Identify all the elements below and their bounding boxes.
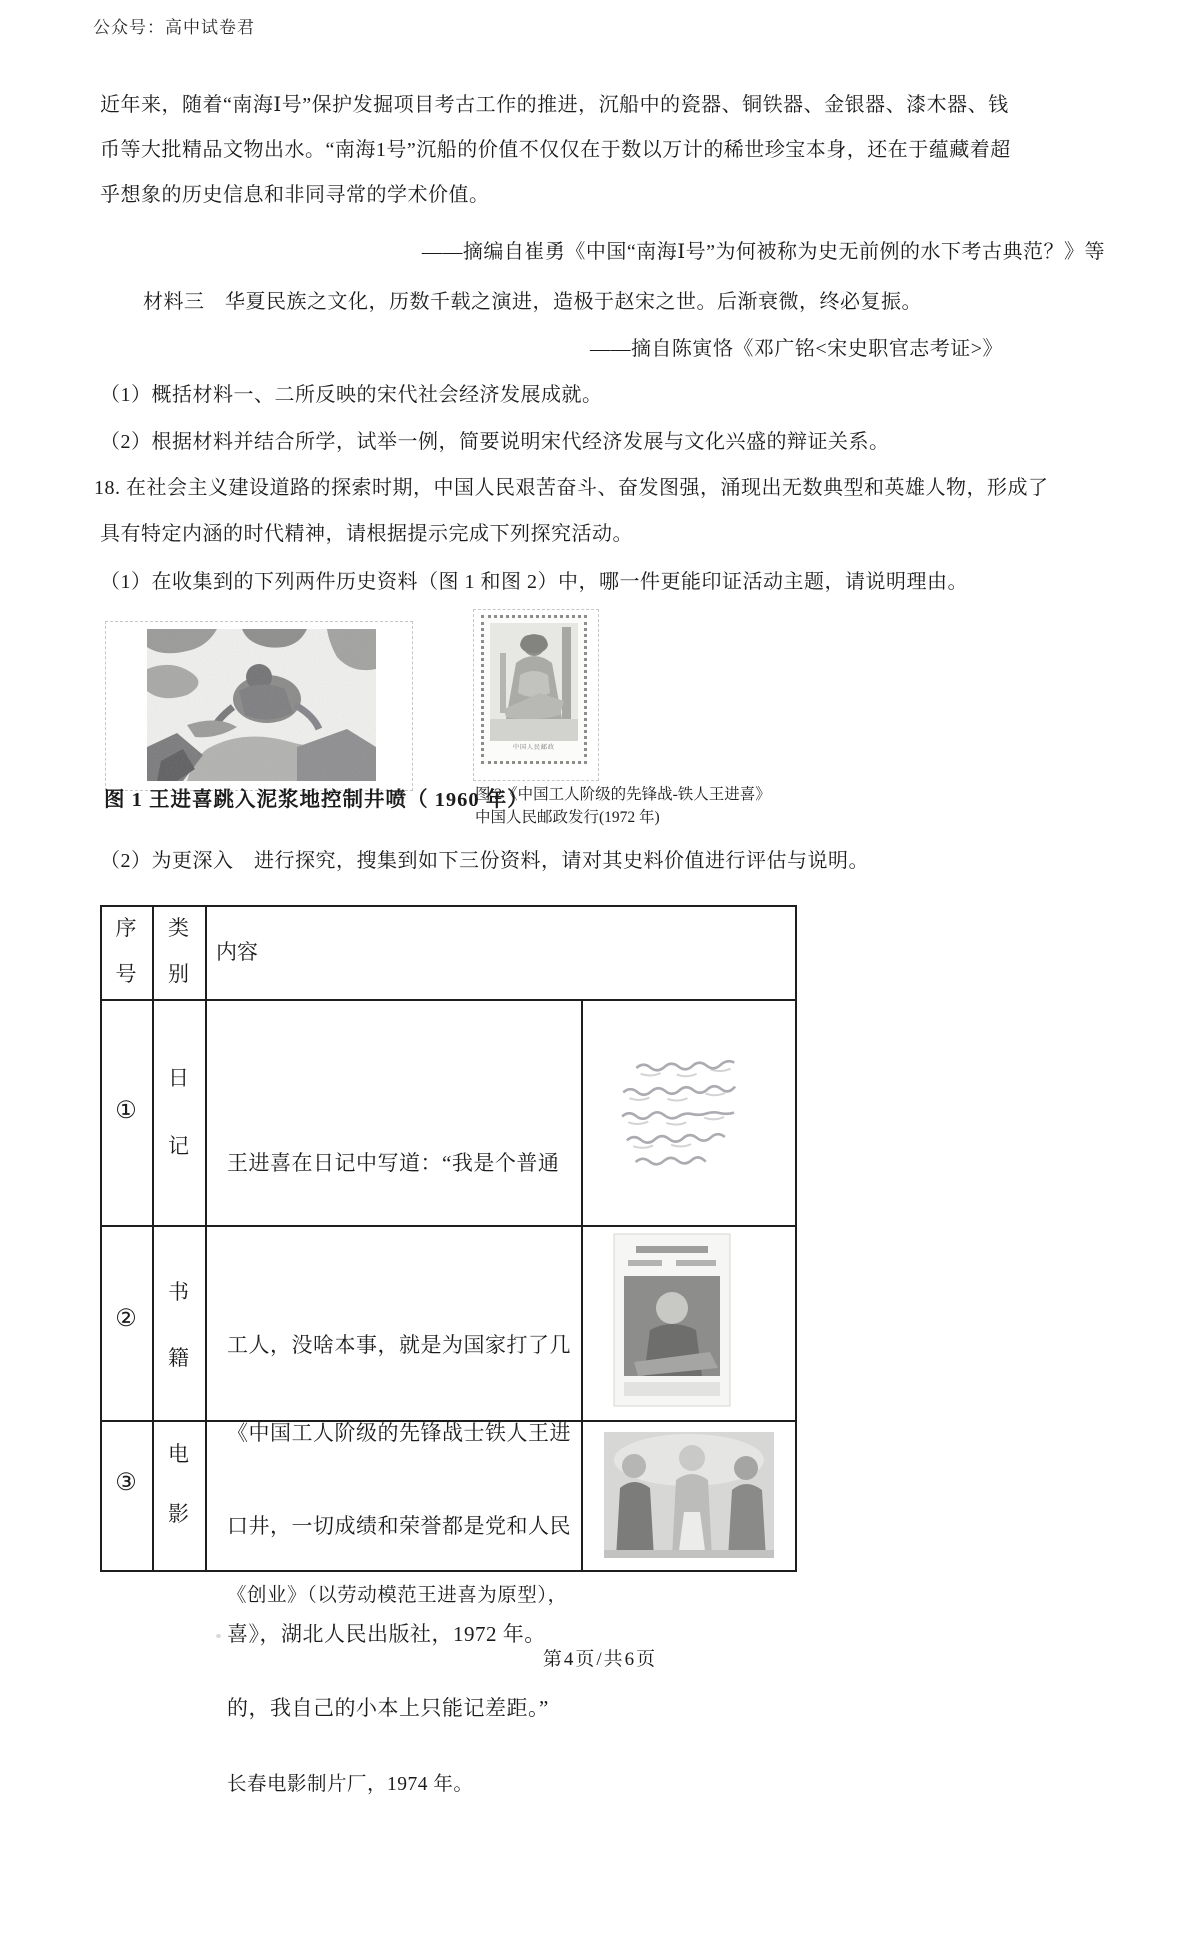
row3-content-line1: 《创业》（以劳动模范王进喜为原型），	[227, 1585, 568, 1606]
header-leibie-char2: 别	[168, 962, 189, 986]
header-neirong: 内容	[216, 940, 258, 964]
figure1-caption: 图 1 王进喜跳入泥浆地控制井喷（ 1960 年）	[104, 789, 529, 811]
row2-content-line1: 《中国工人阶级的先锋战士铁人王进	[227, 1421, 571, 1445]
question-17-sub2: （2）根据材料并结合所学，试举一例，简要说明宋代经济发展与文化兴盛的辩证关系。	[100, 431, 890, 453]
row3-movie-still-photo	[604, 1432, 774, 1558]
row3-number: ③	[115, 1470, 137, 1496]
row1-diary-handwriting-photo	[608, 1040, 780, 1186]
row1-content-line3: 口井，一切成绩和荣誉都是党和人民	[227, 1514, 571, 1538]
row2-content-line2: 喜》，湖北人民出版社，1972 年。	[227, 1622, 546, 1646]
table-divider-image-col	[581, 999, 583, 1572]
table-border-top	[100, 905, 797, 907]
question-18-sub2: （2）为更深入 进行探究，搜集到如下三份资料，请对其史料价值进行评估与说明。	[100, 850, 869, 872]
header-xuhao-char1: 序	[115, 916, 137, 940]
table-border-right	[795, 905, 797, 1572]
page-number: 第4页/共6页	[542, 1649, 658, 1670]
stamp-label: 中国人民邮政	[512, 745, 555, 751]
table-divider-header	[100, 999, 797, 1001]
material-three: 材料三 华夏民族之文化，历数千载之演进，造极于赵宋之世。后渐衰微，终必复振。	[143, 291, 922, 313]
figure2-caption-line2: 中国人民邮政发行(1972 年)	[475, 809, 660, 826]
question-18-sub1: （1）在收集到的下列两件历史资料（图 1 和图 2）中，哪一件更能印证活动主题，请说明理由。	[100, 571, 968, 593]
row1-content-line1: 王进喜在日记中写道：“我是个普通	[227, 1151, 560, 1175]
attribution-source-2: ——摘自陈寅恪《邓广铭<宋史职官志考证>》	[589, 338, 1003, 360]
row2-category-char2: 籍	[168, 1346, 189, 1370]
row3-content-line2: 长春电影制片厂，1974 年。	[227, 1774, 474, 1795]
row2-category-char1: 书	[168, 1280, 189, 1304]
stamp-portrait-art	[490, 623, 578, 741]
row3-category-char1: 电	[168, 1442, 189, 1466]
figure1-photo	[147, 629, 376, 781]
attribution-source-1: ——摘编自崔勇《中国“南海Ⅰ号”为何被称为史无前例的水下考古典范？》等	[421, 241, 1105, 263]
question-17-sub1: （1）概括材料一、二所反映的宋代社会经济发展成就。	[100, 384, 603, 406]
stamp-portrait	[490, 623, 578, 741]
table-divider-col2	[205, 905, 207, 1572]
row1-number: ①	[115, 1098, 137, 1124]
passage-line-3: 乎想象的历史信息和非同寻常的学术价值。	[100, 184, 490, 206]
passage-line-2: 币等大批精品文物出水。“南海1号”沉船的价值不仅仅在于数以万计的稀世珍宝本身，还在于蕴藏着超	[100, 139, 1011, 161]
header-leibie-char1: 类	[168, 916, 189, 940]
row1-content-line2: 工人，没啥本事，就是为国家打了几	[227, 1332, 571, 1357]
scan-speck	[216, 1634, 221, 1638]
passage-line-1: 近年来，随着“南海Ⅰ号”保护发掘项目考古工作的推进，沉船中的瓷器、铜铁器、金银器、漆木器、钱	[100, 94, 1009, 116]
row1-category-char1: 日	[168, 1066, 189, 1090]
figure2-caption-line1: 图 2《中国工人阶级的先锋战-铁人王进喜》	[475, 786, 771, 803]
row3-category-char2: 影	[168, 1502, 189, 1526]
row3-content	[227, 1438, 568, 1942]
question-18-line-1: 18. 在社会主义建设道路的探索时期，中国人民艰苦奋斗、奋发图强，涌现出无数典型和英雄人物，形成了	[94, 477, 1049, 499]
row1-content-line4: 的，我自己的小本上只能记差距。”	[227, 1695, 549, 1720]
question-18-line-2: 具有特定内涵的时代精神，请根据提示完成下列探究活动。	[100, 523, 633, 545]
row2-number: ②	[115, 1306, 137, 1332]
figure2-stamp-image	[481, 615, 587, 764]
header-xuhao-char2: 号	[115, 962, 137, 986]
row1-category-char2: 记	[168, 1134, 189, 1158]
table-divider-col1	[152, 905, 154, 1572]
watermark-header: 公众号：高中试卷君	[93, 18, 255, 37]
row2-book-cover-photo	[614, 1234, 730, 1406]
